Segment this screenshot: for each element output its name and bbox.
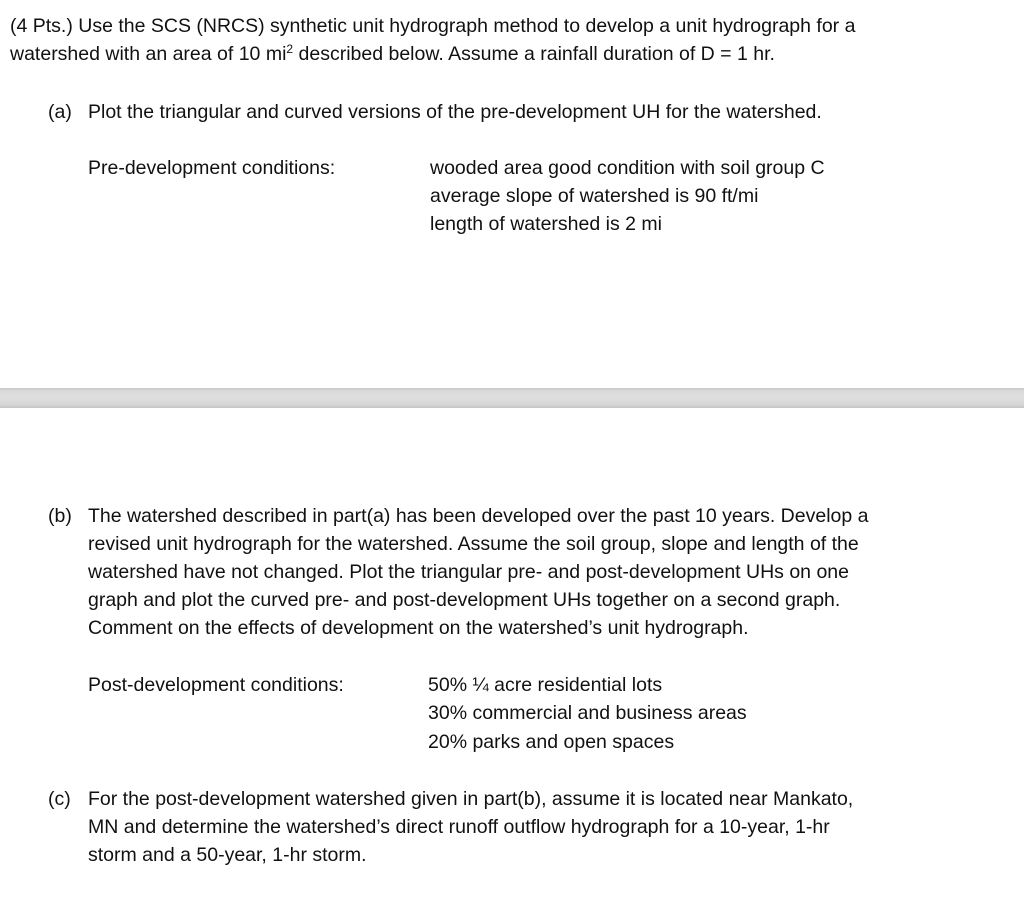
part-c-line: For the post-development watershed given in part(b), assume it is located near Mankato, [88, 788, 854, 810]
part-b-label: (b) [48, 505, 72, 527]
intro-line-2-pre: watershed with an area of 10 mi [10, 43, 287, 65]
superscript-2: 2 [286, 42, 294, 56]
post-dev-condition: 50% ¼ acre residential lots [428, 674, 663, 696]
part-c-line: MN and determine the watershed’s direct runoff outflow hydrograph for a 10-year, 1-hr [88, 816, 830, 838]
post-dev-conditions-label: Post-development conditions: [88, 674, 344, 696]
pre-dev-conditions-label: Pre-development conditions: [88, 157, 336, 179]
part-b-line: Comment on the effects of development on the watershed’s unit hydrograph. [88, 617, 749, 639]
part-b-line: revised unit hydrograph for the watershed. Assume the soil group, slope and length of the [88, 533, 859, 555]
pre-dev-condition: average slope of watershed is 90 ft/mi [430, 185, 759, 207]
part-b-line: graph and plot the curved pre- and post-development UHs together on a second graph. [88, 589, 841, 611]
part-c-line: storm and a 50-year, 1-hr storm. [88, 844, 367, 866]
page-divider [0, 388, 1024, 408]
intro-line-2-post: described below. Assume a rainfall duration of D = 1 hr. [293, 43, 775, 65]
part-b-line: The watershed described in part(a) has been developed over the past 10 years. Develop a [88, 505, 869, 527]
part-c-label: (c) [48, 788, 71, 810]
intro-line-1: (4 Pts.) Use the SCS (NRCS) synthetic unit hydrograph method to develop a unit hydrograph for a [10, 15, 856, 37]
post-dev-condition: 30% commercial and business areas [428, 702, 747, 724]
part-a-label: (a) [48, 101, 72, 123]
part-a-text: Plot the triangular and curved versions of the pre-development UH for the watershed. [88, 101, 822, 123]
post-dev-condition: 20% parks and open spaces [428, 731, 675, 753]
intro-line-2 [10, 40, 775, 68]
pre-dev-condition: wooded area good condition with soil group C [430, 157, 825, 179]
pre-dev-condition: length of watershed is 2 mi [430, 213, 662, 235]
part-b-line: watershed have not changed. Plot the triangular pre- and post-development UHs on one [88, 561, 849, 583]
